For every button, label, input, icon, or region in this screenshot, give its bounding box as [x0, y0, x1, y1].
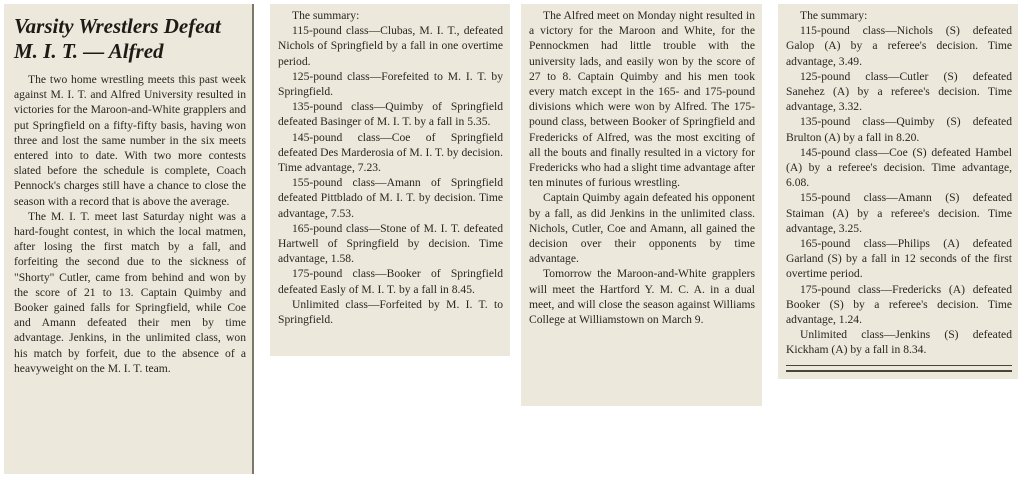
summary-item: 155-pound class—Amann of Springfield defeated Pittblado of M. I. T. by decision. Time advantage, 7.53. — [278, 176, 503, 220]
summary-item: 115-pound class—Nichols (S) defeated Galop (A) by a referee's decision. Time advantage, 3.49. — [786, 24, 1012, 68]
article-paragraph: The two home wrestling meets this past week against M. I. T. and Alfred University resulted in victories for the Maroon-and-White grapplers and put Springfield on a fifty-fifty basis, having won three and lost the same number in the six meets entered into to date. With two more contests slated before the schedule is complete, Coach Pennock's charges still have a chance to close the season with a record that is above the average. — [14, 73, 246, 208]
summary-heading: The summary: — [800, 9, 868, 22]
summary-item: 175-pound class—Fredericks (A) defeated Booker (S) by a referee's decision. Time advantage, 1.24. — [786, 282, 1012, 327]
summary-item: Unlimited class—Jenkins (S) defeated Kickham (A) by a fall in 8.34. — [786, 328, 1012, 357]
summary-item: 135-pound class—Quimby (S) defeated Brulton (A) by a fall in 8.20. — [786, 115, 1012, 144]
summary-item: 115-pound class—Clubas, M. I. T., defeated Nichols of Springfield by a fall in one overtime period. — [278, 24, 503, 68]
summary-item: 145-pound class—Coe (S) defeated Hambel (A) by a referee's decision. Time advantage, 6.08. — [786, 145, 1012, 190]
article-paragraph: The Alfred meet on Monday night resulted in a victory for the Maroon and White, for the Pennockmen had little trouble with the university lads, and easily won by the score of 27 to 8. Captain Quimby and his men took every match except in the 165- and 175-pound divisions which were won by Alfred. The 175-pound class, between Booker of Springfield and Fredericks of Alfred, was the most exciting of all the bouts and finally resulted in a victory for Fredericks who had a slight time advantage after ten minutes of furious wrestling. — [529, 9, 755, 190]
summary-item: 175-pound class—Booker of Springfield defeated Easly of M. I. T. by a fall in 8.45. — [278, 267, 503, 296]
summary-item: 125-pound class—Forefeited to M. I. T. by Springfield. — [278, 69, 503, 99]
summary-heading: The summary: — [292, 9, 360, 22]
article-paragraph: Captain Quimby again defeated his opponent by a fall, as did Jenkins in the unlimited class. Nichols, Cutler, Coe and Amann, all gained the decision over their opponents by time advantage. — [529, 191, 755, 266]
article-paragraph: Tomorrow the Maroon-and-White grapplers will meet the Hartford Y. M. C. A. in a dual meet, and will close the season against Williams College at Williamstown on March 9. — [529, 267, 755, 327]
summary-item: 145-pound class—Coe of Springfield defeated Des Marderosia of M. I. T. by decision. Time advantage, 7.23. — [278, 130, 503, 175]
summary-item: 165-pound class—Philips (A) defeated Garland (S) by a fall in 12 seconds of the first overtime period. — [786, 237, 1012, 281]
article-headline: Varsity Wrestlers Defeat M. I. T. — Alfred — [14, 14, 221, 63]
summary-item: 135-pound class—Quimby of Springfield defeated Basinger of M. I. T. by a fall in 5.35. — [278, 100, 503, 129]
article-paragraph: The M. I. T. meet last Saturday night was a hard-fought contest, in which the local matmen, after losing the first match by a fall, and forfeiting the second due to the sickness of "Shorty" Cutler, came from behind and won by the score of 21 to 13. Captain Quimby and Booker gained falls for Springfield, while Coe and Amann defeated their men by time advantage. Jenkins, in the unlimited class, won his match by forfeit, due to the absence of a heavyweight on the M. I. T. team. — [14, 209, 246, 375]
end-rule — [786, 365, 1012, 372]
summary-item: Unlimited class—Forfeited by M. I. T. to Springfield. — [278, 297, 503, 327]
article-clipping-alfred — [521, 4, 762, 406]
summary-item: 125-pound class—Cutler (S) defeated Sanehez (A) by a referee's decision. Time advantage, 3.32. — [786, 69, 1012, 114]
summary-clipping-alfred — [778, 4, 1018, 379]
summary-item: 165-pound class—Stone of M. I. T. defeated Hartwell of Springfield by decision. Time advantage, 1.58. — [278, 221, 503, 266]
article-clipping-1 — [4, 4, 254, 474]
summary-item: 155-pound class—Amann (S) defeated Staiman (A) by a referee's decision. Time advantage, 3.25. — [786, 191, 1012, 235]
summary-clipping-mit — [270, 4, 510, 356]
